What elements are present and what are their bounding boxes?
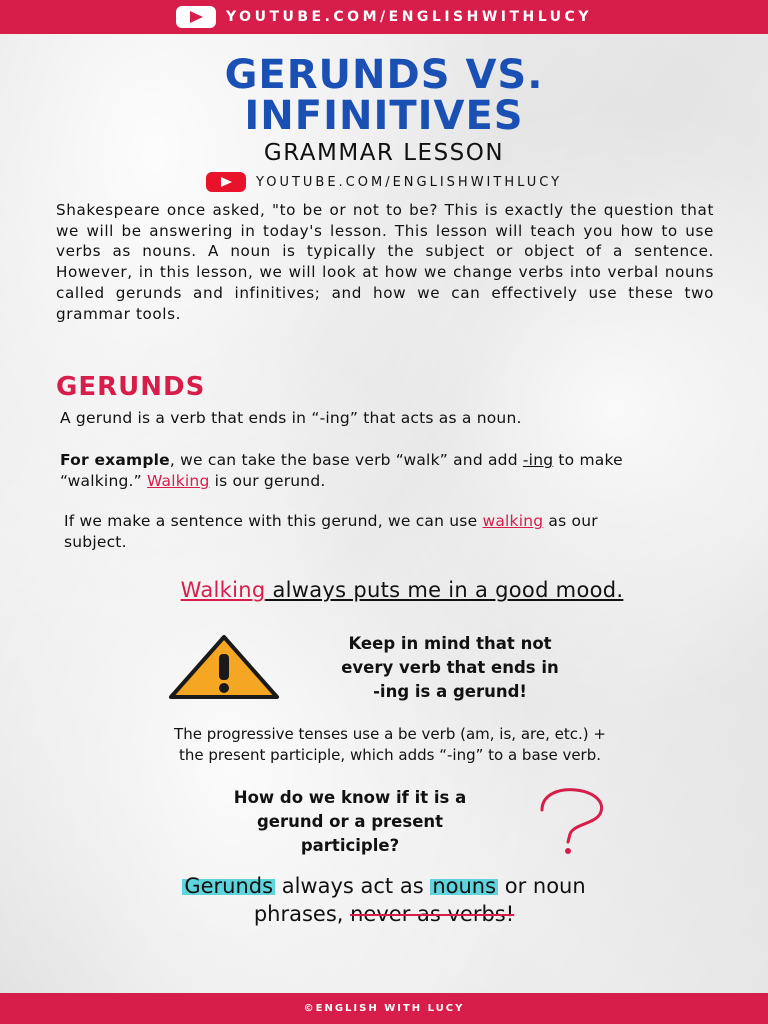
footer-copyright: ©ENGLISH WITH LUCY bbox=[303, 1003, 465, 1014]
question-line: How do we know if it is a bbox=[233, 788, 467, 807]
gerund-subject-note bbox=[64, 511, 664, 553]
page-subtitle: GRAMMAR LESSON bbox=[263, 140, 505, 166]
conclusion bbox=[0, 872, 768, 928]
page-title-line1: GERUNDS VS. bbox=[224, 52, 544, 98]
subject-gerund-word: walking bbox=[482, 512, 544, 530]
conclusion-text-1: always act as bbox=[275, 874, 431, 898]
progressive-tense-note bbox=[56, 724, 724, 766]
top-banner-url[interactable]: YOUTUBE.COM/ENGLISHWITHLUCY bbox=[226, 9, 592, 25]
progressive-line: the present participle, which adds “-ing” to a base verb. bbox=[178, 746, 602, 764]
progressive-line: The progressive tenses use a be verb (am, is, are, etc.) + bbox=[174, 725, 606, 743]
page-title-line2: INFINITIVES bbox=[244, 93, 524, 139]
intro-paragraph: Shakespeare once asked, "to be or not to be? This is exactly the question that we will be answering in today's lesson. This lesson will teach you how to use verbs as nouns. A noun is typically the subject or object of a sentence. However, in this lesson, we will look at how we change verbs into verbal nouns called gerunds and infinitives; and how we can effectively use these two grammar tools. bbox=[56, 201, 714, 323]
gerund-definition: A gerund is a verb that ends in “-ing” that acts as a noun. bbox=[60, 409, 522, 427]
example-sentence-rest: always puts me in a good mood. bbox=[265, 578, 624, 602]
gerund-example bbox=[60, 450, 700, 492]
channel-link-row bbox=[0, 172, 768, 192]
warning-icon bbox=[168, 634, 280, 700]
footer-banner bbox=[0, 993, 768, 1024]
example-text-2: to make “walking.” bbox=[60, 451, 623, 490]
subject-text-2: as our subject. bbox=[64, 512, 598, 551]
example-sentence bbox=[0, 578, 768, 602]
question-text bbox=[160, 786, 540, 858]
conclusion-line-1 bbox=[0, 872, 768, 900]
conclusion-text-3: phrases, bbox=[253, 902, 351, 926]
channel-url[interactable]: YOUTUBE.COM/ENGLISHWITHLUCY bbox=[255, 174, 563, 190]
top-banner bbox=[0, 0, 768, 34]
example-sentence-gerund: Walking bbox=[180, 578, 266, 602]
conclusion-line-2 bbox=[0, 900, 768, 928]
question-line: gerund or a present bbox=[256, 812, 444, 831]
example-text-1: , we can take the base verb “walk” and add bbox=[169, 451, 523, 469]
warning-line: Keep in mind that not bbox=[348, 634, 552, 653]
highlight-nouns: nouns bbox=[432, 874, 497, 898]
question-mark-icon bbox=[534, 784, 610, 856]
example-text-3: is our gerund. bbox=[209, 472, 326, 490]
highlight-gerunds: Gerunds bbox=[184, 874, 274, 898]
warning-line: every verb that ends in bbox=[341, 658, 559, 677]
struck-text: never as verbs! bbox=[350, 902, 515, 926]
warning-line: -ing is a gerund! bbox=[373, 682, 527, 701]
section-heading-gerunds: GERUNDS bbox=[56, 372, 206, 402]
example-lead: For example bbox=[60, 451, 170, 469]
youtube-icon[interactable] bbox=[206, 172, 246, 192]
warning-text bbox=[290, 632, 610, 704]
example-suffix: -ing bbox=[522, 451, 554, 469]
subject-text-1: If we make a sentence with this gerund, we can use bbox=[64, 512, 483, 530]
example-gerund-word: Walking bbox=[147, 472, 210, 490]
conclusion-text-2: or noun bbox=[498, 874, 586, 898]
question-line: participle? bbox=[300, 836, 400, 855]
youtube-icon[interactable] bbox=[176, 6, 216, 28]
